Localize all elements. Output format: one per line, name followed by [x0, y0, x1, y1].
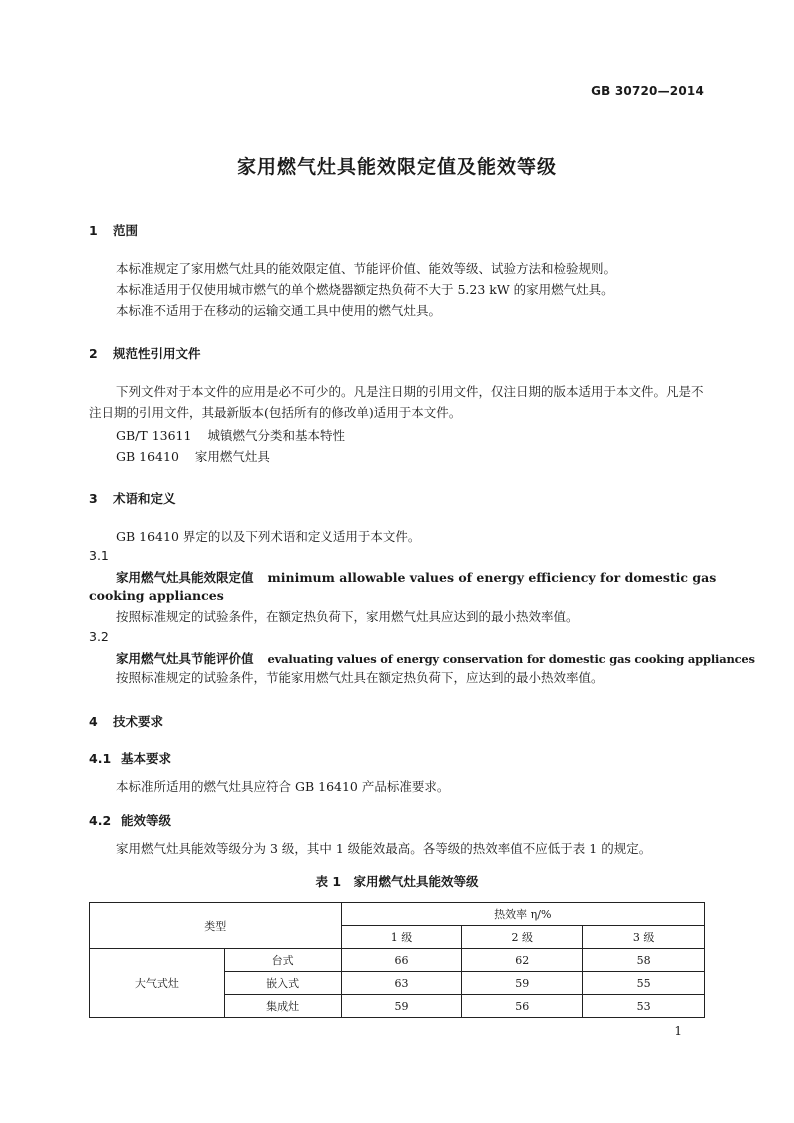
term-3-2-number: 3.2 — [89, 629, 109, 644]
value-cell: 53 — [583, 995, 705, 1018]
term-english: minimum allowable values of energy efficiency for domestic gas — [267, 570, 717, 585]
section-number: 4 — [89, 714, 98, 729]
term-3-2-definition: 按照标准规定的试验条件，节能家用燃气灶具在额定热负荷下，应达到的最小热效率值。 — [116, 670, 604, 685]
section-3-paragraph: GB 16410 界定的以及下列术语和定义适用于本文件。 — [116, 529, 421, 544]
section-title: 技术要求 — [113, 714, 164, 729]
section-3-heading — [89, 489, 176, 507]
section-4-2-heading — [89, 811, 171, 829]
efficiency-header: 热效率 η/% — [341, 903, 704, 926]
section-number: 3 — [89, 491, 98, 506]
section-1-paragraph-3: 本标准不适用于在移动的运输交通工具中使用的燃气灶具。 — [116, 303, 442, 318]
reference-2 — [116, 447, 270, 465]
row-label: 集成灶 — [224, 995, 341, 1018]
reference-code: GB 16410 — [116, 449, 179, 464]
term-3-1-definition: 按照标准规定的试验条件，在额定热负荷下，家用燃气灶具应达到的最小热效率值。 — [116, 609, 579, 624]
section-2-paragraph: 下列文件对于本文件的应用是必不可少的。凡是注日期的引用文件，仅注日期的版本适用于本文件。凡是不注日期的引用文件，其最新版本(包括所有的修改单)适用于本文件。 — [89, 384, 704, 420]
term-3-2-title — [116, 649, 755, 667]
section-1-paragraph-2: 本标准适用于仅使用城市燃气的单个燃烧器额定热负荷不大于 5.23 kW 的家用燃气灶具。 — [116, 282, 614, 297]
table-row — [90, 949, 705, 972]
reference-title: 城镇燃气分类和基本特性 — [207, 428, 345, 443]
group-cell: 大气式灶 — [90, 949, 225, 1018]
term-3-1-title-cont: cooking appliances — [89, 588, 224, 603]
section-4-2-paragraph: 家用燃气灶具能效等级分为 3 级，其中 1 级能效最高。各等级的热效率值不应低于表 1 的规定。 — [116, 841, 652, 856]
value-cell: 58 — [583, 949, 705, 972]
term-chinese: 家用燃气灶具能效限定值 — [116, 570, 254, 585]
value-cell: 62 — [462, 949, 583, 972]
value-cell: 66 — [341, 949, 462, 972]
page-number: 1 — [674, 1024, 682, 1038]
value-cell: 56 — [462, 995, 583, 1018]
standard-code: GB 30720—2014 — [591, 84, 704, 98]
section-1-heading — [89, 221, 138, 239]
reference-title: 家用燃气灶具 — [194, 449, 270, 464]
section-4-1-heading — [89, 749, 171, 767]
section-number: 2 — [89, 346, 98, 361]
value-cell: 63 — [341, 972, 462, 995]
value-cell: 59 — [341, 995, 462, 1018]
grade-header: 3 级 — [583, 926, 705, 949]
row-label: 嵌入式 — [224, 972, 341, 995]
grade-header: 1 级 — [341, 926, 462, 949]
term-3-1-number: 3.1 — [89, 548, 109, 563]
section-number: 1 — [89, 223, 98, 238]
document-title: 家用燃气灶具能效限定值及能效等级 — [236, 156, 557, 178]
reference-code: GB/T 13611 — [116, 428, 192, 443]
term-3-1-title — [116, 568, 716, 586]
type-header: 类型 — [90, 903, 342, 949]
section-4-1-paragraph: 本标准所适用的燃气灶具应符合 GB 16410 产品标准要求。 — [116, 779, 450, 794]
reference-1 — [116, 426, 345, 444]
row-label: 台式 — [224, 949, 341, 972]
section-title: 术语和定义 — [113, 491, 176, 506]
section-number: 4.1 — [89, 751, 112, 766]
section-4-heading — [89, 712, 163, 730]
term-english: evaluating values of energy conservation for domestic gas cooking appliances — [267, 652, 755, 666]
value-cell: 55 — [583, 972, 705, 995]
efficiency-grade-table — [89, 902, 705, 1018]
value-cell: 59 — [462, 972, 583, 995]
section-2-heading — [89, 344, 201, 362]
term-chinese: 家用燃气灶具节能评价值 — [116, 651, 254, 666]
section-number: 4.2 — [89, 813, 112, 828]
table-1-caption: 表 1 家用燃气灶具能效等级 — [315, 874, 479, 889]
section-1-paragraph-1: 本标准规定了家用燃气灶具的能效限定值、节能评价值、能效等级、试验方法和检验规则。 — [116, 261, 617, 276]
section-title: 基本要求 — [121, 751, 172, 766]
section-title: 能效等级 — [121, 813, 172, 828]
section-title: 范围 — [113, 223, 139, 238]
grade-header: 2 级 — [462, 926, 583, 949]
section-title: 规范性引用文件 — [113, 346, 201, 361]
